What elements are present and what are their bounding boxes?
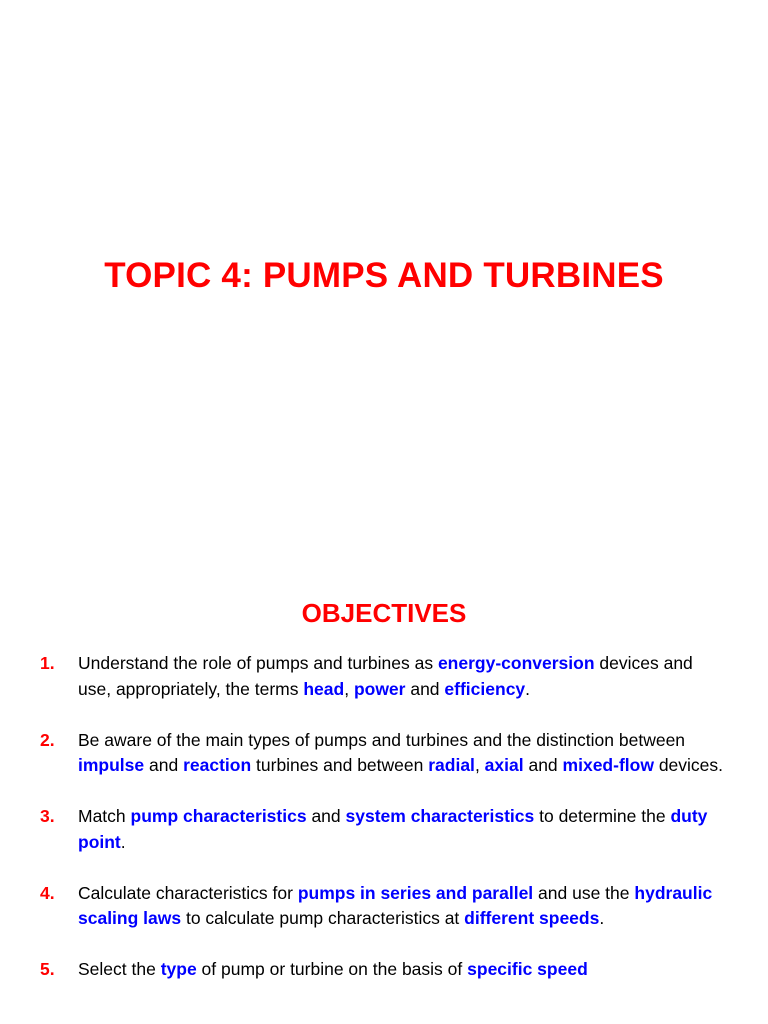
- objective-number: 2.: [40, 729, 55, 750]
- objective-text: .: [120, 831, 126, 852]
- objective-text: and: [144, 755, 184, 775]
- objective-text: devices and use, appropriately, the terms: [78, 653, 693, 699]
- objective-keyword: type: [160, 959, 197, 979]
- objective-keyword: head: [303, 678, 345, 699]
- objective-keyword: axial: [484, 755, 524, 775]
- objective-number: 4.: [40, 882, 55, 903]
- objective-keyword: duty point: [78, 806, 708, 852]
- objective-text: and: [523, 755, 563, 775]
- objective-item: [0, 804, 768, 855]
- objective-text: and use the: [533, 882, 635, 903]
- objective-item: [0, 728, 768, 779]
- objective-text: ,: [474, 755, 485, 775]
- objective-text: .: [525, 678, 531, 699]
- objective-text: turbines and between: [251, 755, 429, 775]
- objective-text: to determine the: [534, 806, 671, 826]
- objective-text: .: [599, 908, 605, 928]
- objective-keyword: reaction: [183, 755, 252, 775]
- objective-text: and: [405, 678, 445, 699]
- objective-keyword: mixed-flow: [562, 755, 654, 775]
- objective-keyword: different speeds: [464, 908, 600, 928]
- objective-number: 3.: [40, 806, 55, 826]
- objective-text: ,: [344, 678, 354, 699]
- objective-text: Select the: [78, 959, 161, 979]
- objective-keyword: hydraulic scaling laws: [78, 882, 713, 928]
- objective-text: Be aware of the main types of pumps and turbines and the distinction between: [78, 729, 686, 750]
- objective-keyword: pumps in series and parallel: [297, 882, 534, 903]
- slide-title: TOPIC 4: PUMPS AND TURBINES: [104, 256, 664, 295]
- objective-number: 5.: [40, 959, 55, 979]
- objective-number: 1.: [40, 653, 55, 673]
- objective-text: Match: [78, 806, 131, 826]
- objective-text: Understand the role of pumps and turbines as: [78, 653, 438, 673]
- objective-text: to calculate pump characteristics at: [181, 908, 465, 928]
- objective-keyword: system characteristics: [345, 806, 535, 826]
- objective-item: [0, 957, 768, 983]
- objective-text: devices.: [653, 755, 724, 775]
- objective-text: and: [306, 806, 346, 826]
- objective-item: [0, 881, 768, 932]
- objective-keyword: power: [353, 678, 406, 699]
- objective-keyword: specific speed: [467, 959, 588, 979]
- objective-keyword: energy-conversion: [437, 653, 595, 673]
- objective-keyword: impulse: [78, 755, 145, 775]
- objective-keyword: pump characteristics: [130, 806, 307, 826]
- objective-keyword: efficiency: [444, 678, 526, 699]
- objectives-list: [0, 651, 768, 1008]
- objective-text: of pump or turbine on the basis of: [196, 959, 468, 979]
- objectives-heading: OBJECTIVES: [301, 598, 467, 628]
- objective-text: Calculate characteristics for: [78, 882, 298, 903]
- objective-keyword: radial: [428, 755, 475, 775]
- objective-item: [0, 651, 768, 702]
